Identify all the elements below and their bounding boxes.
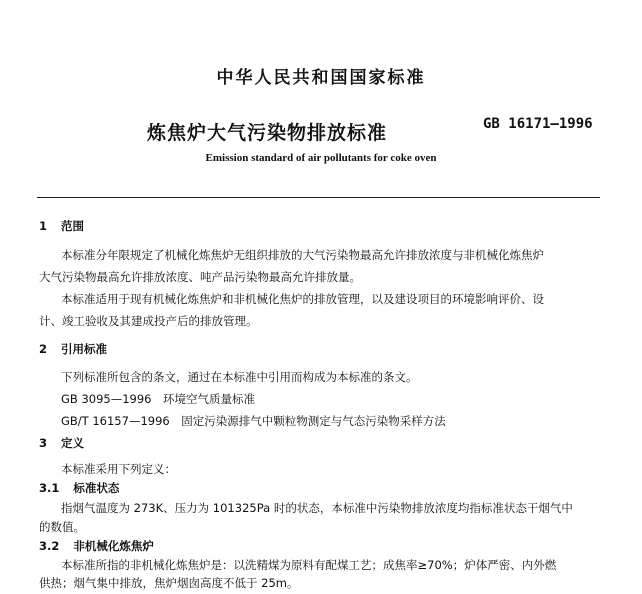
national-standard-heading: 中华人民共和国国家标准 xyxy=(216,68,426,88)
section-3-1-line-1: 指烟气温度为 273K、压力为 101325Pa 时的状态，本标准中污染物排放浓度均指标准状态干烟气中 xyxy=(61,501,573,515)
section-3-2-line-1: 本标准所指的非机械化炼焦炉是：以洗精煤为原料有配煤工艺；成焦率≥70%；炉体严密、内外燃 xyxy=(61,558,557,572)
section-2-number: 2 xyxy=(39,342,48,356)
section-1-heading xyxy=(39,221,84,233)
section-3-number: 3 xyxy=(39,436,48,450)
section-3-1-number: 3.1 xyxy=(39,481,60,495)
section-3-1-title: 标准状态 xyxy=(73,481,120,495)
header-divider xyxy=(37,197,600,198)
section-1-paragraph-1-line-1: 本标准分年限规定了机械化炼焦炉无组织排放的大气污染物最高允许排放浓度与非机械化炼焦炉 xyxy=(61,248,544,262)
section-3-1-line-2: 的数值。 xyxy=(39,520,85,534)
section-3-2-line-2: 供热；烟气集中排放，焦炉烟囱高度不低于 25m。 xyxy=(39,576,299,590)
section-3-title: 定义 xyxy=(61,436,85,450)
section-1-paragraph-2-line-1: 本标准适用于现有机械化炼焦炉和非机械化焦炉的排放管理，以及建设项目的环境影响评价、设 xyxy=(61,292,544,306)
section-3-2-title: 非机械化炼焦炉 xyxy=(73,539,154,553)
reference-gbt-16157: GB/T 16157—1996 固定污染源排气中颗粒物测定与气态污染物采样方法 xyxy=(61,414,446,428)
section-3-2-heading xyxy=(39,541,154,553)
section-3-heading xyxy=(39,438,84,450)
section-2-heading xyxy=(39,344,107,356)
section-2-paragraph: 下列标准所包含的条文，通过在本标准中引用而构成为本标准的条文。 xyxy=(61,370,418,384)
standard-title-chinese: 炼焦炉大气污染物排放标准 xyxy=(147,122,388,144)
standard-title-english: Emission standard of air pollutants for coke oven xyxy=(205,152,437,164)
reference-gb-3095: GB 3095—1996 环境空气质量标准 xyxy=(61,392,255,406)
section-1-paragraph-2-line-2: 计、竣工验收及其建成投产后的排放管理。 xyxy=(39,314,258,328)
section-2-title: 引用标准 xyxy=(61,342,108,356)
section-3-paragraph: 本标准采用下列定义： xyxy=(61,462,176,476)
section-1-paragraph-1-line-2: 大气污染物最高允许排放浓度、吨产品污染物最高允许排放量。 xyxy=(39,270,361,284)
standard-code: GB 16171—1996 xyxy=(483,116,593,132)
section-3-1-heading xyxy=(39,483,119,495)
section-3-2-number: 3.2 xyxy=(39,539,60,553)
section-1-number: 1 xyxy=(39,219,48,233)
section-1-title: 范围 xyxy=(61,219,85,233)
